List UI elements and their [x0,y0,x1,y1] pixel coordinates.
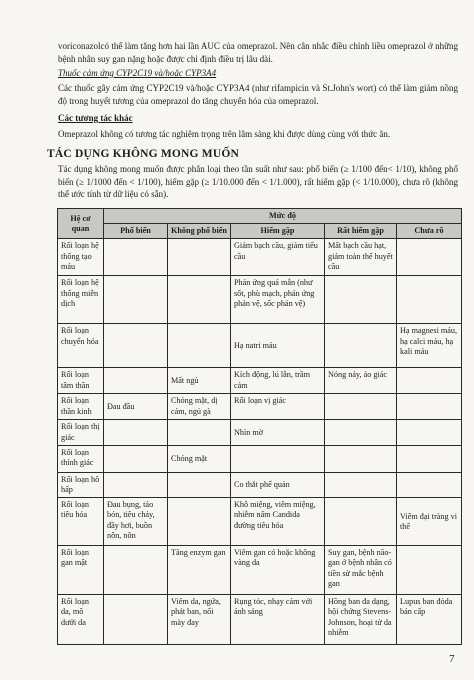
other-paragraph: Omeprazol không có tương tác nghiêm trọng trên lâm sàng khi được dùng cùng với thức ăn. [58,129,391,139]
system-cell: Rối loạn hệ thống tạo máu [58,239,104,276]
table-cell [168,472,231,497]
intro-paragraph: voriconazolcó thể làm tăng hơn hai lần AUC của omeprazol. Nên cân nhắc điều chỉnh liều omeprazol ở những bệnh nhân suy gan nặng hoặc được chỉ định điều trị lâu dài. [58,41,458,64]
system-cell: Rối loạn hô hấp [58,472,104,497]
table-cell [104,595,168,645]
table-cell [325,420,397,445]
table-cell: Nóng nảy, ảo giác [325,368,397,394]
table-cell: Mất ngủ [168,368,231,394]
other-heading [58,112,458,125]
table-row [58,239,462,276]
table-row [58,445,462,472]
system-cell: Rối loạn chuyển hóa [58,324,104,368]
table-cell: Kích động, lú lẫn, trầm cảm [231,368,325,394]
table-cell: Đau đầu [104,394,168,420]
table-row [58,420,462,445]
table-cell [168,498,231,546]
page-number: 7 [449,653,455,665]
table-cell: Phản ứng quá mẫn (như sốt, phù mạch, phản ứng phản vệ, sốc phản vệ) [231,276,325,324]
table-subheader-row [58,224,462,239]
table-row [58,546,462,595]
table-row [58,498,462,546]
table-cell [325,394,397,420]
table-cell [325,445,397,472]
table-cell [104,239,168,276]
table-cell: Viêm da, ngứa, phát ban, nổi mày đay [168,595,231,645]
table-cell: Suy gan, bệnh não-gan ở bệnh nhân có tiền sử mắc bệnh gan [325,546,397,595]
system-cell: Rối loạn gan mật [58,546,104,595]
table-cell [104,445,168,472]
table-cell: Đau bụng, táo bón, tiêu chảy, đầy hơi, buồn nôn, nôn [104,498,168,546]
table-cell: Chóng mặt [168,445,231,472]
table-cell [397,276,462,324]
header-level: Mức độ [104,209,462,224]
table-cell: Tăng enzym gan [168,546,231,595]
adverse-effects-table [57,208,462,645]
table-cell [325,472,397,497]
table-cell: Viêm gan có hoặc không vàng da [231,546,325,595]
table-cell [325,498,397,546]
system-cell: Rối loạn da, mô dưới da [58,595,104,645]
cyp-heading [58,67,458,80]
system-cell: Rối loạn tiêu hóa [58,498,104,546]
table-header-row [58,209,462,224]
table-cell: Mất bạch cầu hạt, giảm toàn thể huyết cầu [325,239,397,276]
system-cell: Rối loạn thính giác [58,445,104,472]
table-cell [397,472,462,497]
table-row [58,394,462,420]
table-cell: Chóng mặt, dị cảm, ngủ gà [168,394,231,420]
table-cell: Khô miệng, viêm miệng, nhiễm nấm Candida đường tiêu hóa [231,498,325,546]
table-row [58,472,462,497]
header-unknown: Chưa rõ [397,224,462,239]
table-row [58,276,462,324]
table-cell [397,445,462,472]
header-very-rare: Rất hiếm gặp [325,224,397,239]
table-cell [168,239,231,276]
system-cell: Rối loạn hệ thống miễn dịch [58,276,104,324]
table-cell [168,324,231,368]
table-row [58,368,462,394]
table-cell: Co thắt phế quản [231,472,325,497]
table-cell: Viêm đại tràng vi thể [397,498,462,546]
table-cell [104,472,168,497]
cyp-heading-text: Thuốc cảm ứng CYP2C19 và/hoặc CYP3A4 [58,68,217,78]
table-cell: Hạ magnesi máu, hạ calci máu, hạ kali máu [397,324,462,368]
table-row [58,595,462,645]
table-cell: Hạ natri máu [231,324,325,368]
table-cell [397,420,462,445]
system-cell: Rối loạn tâm thần [58,368,104,394]
header-common: Phổ biến [104,224,168,239]
section-paragraph: Tác dụng không mong muốn được phân loại theo tần suất như sau: phổ biến (≥ 1/100 đến< 1/10), không phổ biến (≥ 1/1000 đến < 1/100), hiếm gặp (≥ 1/10.000 đến < 1/1.000), rất hiếm gặp (< 1/10.000), chưa rõ (không thể ước tính từ dữ liệu có sẵn). [58,164,458,200]
cyp-paragraph: Các thuốc gây cảm ứng CYP2C19 và/hoặc CYP3A4 (như rifampicin và St.John's wort) có thể làm giảm nồng độ trong huyết tương của omeprazol do tăng chuyển hóa của omeprazol. [58,83,458,106]
header-system: Hệ cơ quan [58,209,104,239]
other-heading-text: Các tương tác khác [58,113,133,123]
table-cell: Giảm bạch cầu, giảm tiểu cầu [231,239,325,276]
table-cell [325,324,397,368]
table-cell [104,324,168,368]
table-cell [231,445,325,472]
header-rare: Hiếm gặp [231,224,325,239]
table-cell: Lupus ban đỏda bán cấp [397,595,462,645]
table-cell [325,276,397,324]
table-cell [168,276,231,324]
table-cell [397,368,462,394]
table-cell: Nhìn mờ [231,420,325,445]
table-row [58,324,462,368]
header-uncommon: Không phổ biến [168,224,231,239]
table-cell [168,420,231,445]
table-cell: Hồng ban đa dạng, hội chứng Stevens-Johnson, hoại tử da nhiễm [325,595,397,645]
table-cell [104,546,168,595]
table-cell: Rụng tóc, nhạy cảm với ánh sáng [231,595,325,645]
table-cell [104,276,168,324]
section-title: TÁC DỤNG KHÔNG MONG MUỐN [47,148,239,160]
table-cell [104,420,168,445]
table-cell [397,394,462,420]
table-cell [397,546,462,595]
system-cell: Rối loạn thần kinh [58,394,104,420]
table-cell [104,368,168,394]
table-cell: Rối loạn vị giác [231,394,325,420]
system-cell: Rối loạn thị giác [58,420,104,445]
table-cell [397,239,462,276]
